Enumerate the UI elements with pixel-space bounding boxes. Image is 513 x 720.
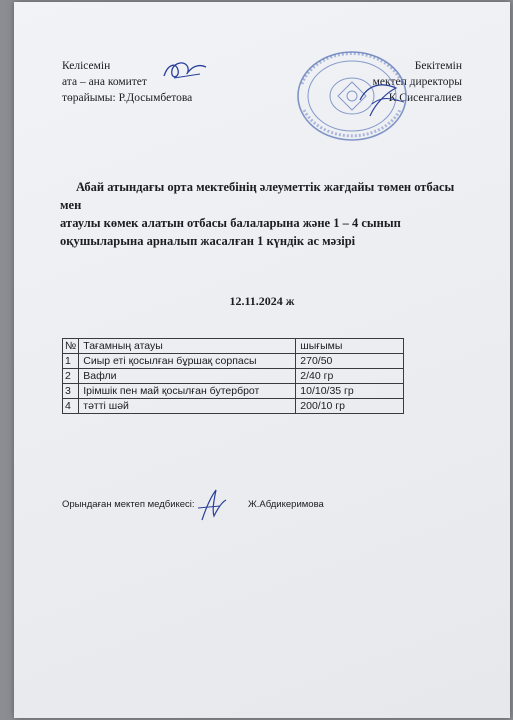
row-yield: 270/50 <box>296 354 404 369</box>
school-seal-stamp-icon <box>292 44 410 144</box>
row-number: 1 <box>63 354 79 369</box>
row-dish-name: тәтті шәй <box>79 399 296 414</box>
header-number: № <box>63 339 79 354</box>
row-number: 4 <box>63 399 79 414</box>
director-label: мектеп директоры <box>372 76 462 88</box>
committee-label: ата – ана комитет <box>62 76 147 88</box>
row-yield: 200/10 гр <box>296 399 404 414</box>
agreed-label: Келісемін <box>62 60 111 72</box>
title-line-2: атаулы көмек алатын отбасы балаларына және 1 – 4 сынып <box>60 216 401 230</box>
nurse-signature-icon <box>192 486 232 524</box>
table-row <box>63 354 404 369</box>
document-page <box>14 2 510 718</box>
row-number: 3 <box>63 384 79 399</box>
nurse-name: Ж.Абдикеримова <box>248 499 324 510</box>
approved-label: Бекітемін <box>414 60 462 72</box>
header-yield: шығымы <box>296 339 404 354</box>
title-line-3: оқушыларына арналып жасалған 1 күндік ас мәзірі <box>60 234 356 248</box>
title-line-1: Абай атындағы орта мектебінің әлеуметтік жағдайы төмен отбасы мен <box>60 180 455 212</box>
committee-signature-icon <box>160 58 210 84</box>
row-yield: 10/10/35 гр <box>296 384 404 399</box>
row-number: 2 <box>63 369 79 384</box>
table-row <box>63 369 404 384</box>
row-yield: 2/40 гр <box>296 369 404 384</box>
document-title <box>60 178 470 250</box>
row-dish-name: Вафли <box>79 369 296 384</box>
header-dish-name: Тағамның атауы <box>79 339 296 354</box>
table-header-row <box>63 339 404 354</box>
row-dish-name: Сиыр еті қосылған бұршақ сорпасы <box>79 354 296 369</box>
document-date: 12.11.2024 ж <box>229 294 295 308</box>
table-row <box>63 384 404 399</box>
director-name: К.Сисенгалиев <box>388 92 462 104</box>
menu-table <box>62 338 404 414</box>
committee-chair: төрайымы: Р.Досымбетова <box>62 92 193 104</box>
nurse-label: Орындаған мектеп медбикесі: <box>62 499 195 510</box>
table-row <box>63 399 404 414</box>
row-dish-name: Ірімшік пен май қосылған бутерброт <box>79 384 296 399</box>
